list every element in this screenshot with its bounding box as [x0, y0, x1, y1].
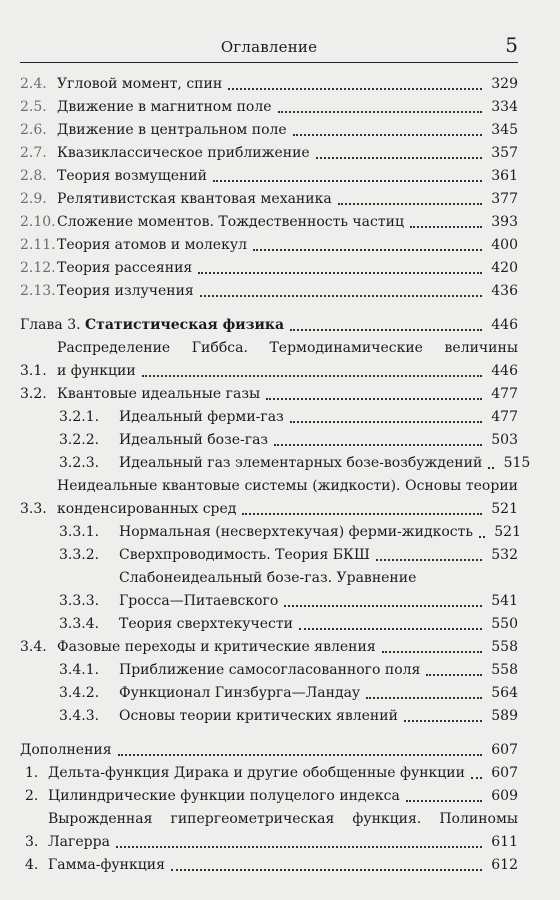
toc-entry-2-12[interactable]: [20, 257, 518, 280]
toc-entry-3-3-2[interactable]: [20, 544, 518, 567]
toc-title: Теория рассеяния: [57, 260, 193, 276]
dot-leader: [426, 674, 482, 676]
toc-title: Дельта-функция Дирака и другие обобщенные функции: [48, 765, 465, 781]
toc-number: 2.7.: [20, 145, 47, 161]
toc-page: 345: [491, 122, 518, 138]
toc-number: 3.: [25, 834, 39, 850]
dot-leader: [253, 249, 482, 251]
toc-page: 334: [491, 99, 518, 115]
toc-number: 3.4.1.: [59, 662, 100, 678]
toc-number: 3.4.3.: [59, 708, 100, 724]
dot-leader: [488, 467, 494, 469]
toc-number: 2.4.: [20, 76, 47, 92]
toc-number: 3.3.1.: [59, 524, 100, 540]
toc-chapter-3[interactable]: [20, 314, 518, 337]
table-of-contents: [20, 73, 531, 877]
dot-leader: [290, 421, 482, 423]
toc-entry-3-2-1[interactable]: [20, 406, 518, 429]
toc-title: Релятивистская квантовая механика: [57, 191, 332, 207]
toc-number: 3.2.: [20, 386, 47, 402]
toc-title: Приближение самосогласованного поля: [119, 662, 421, 678]
toc-title: и функции: [57, 363, 136, 379]
toc-title: Идеальный газ элементарных бозе-возбуждений: [119, 455, 483, 471]
toc-page: 564: [491, 685, 518, 701]
toc-page: 446: [491, 363, 518, 379]
chapter-title: Статистическая физика: [85, 317, 285, 333]
toc-entry-3-2[interactable]: [20, 383, 518, 406]
toc-title-line1: Слабонеидеальный бозе-газ. Уравнение: [119, 570, 417, 586]
dot-leader: [228, 88, 482, 90]
toc-page: 477: [491, 386, 518, 402]
dot-leader: [479, 536, 485, 538]
toc-title: [20, 314, 284, 337]
page-header: [20, 33, 518, 63]
toc-number: 3.2.3.: [59, 455, 100, 471]
toc-number: 3.4.2.: [59, 685, 100, 701]
dot-leader: [116, 846, 482, 848]
dot-leader: [142, 375, 482, 377]
toc-page: 446: [491, 317, 518, 333]
toc-entry-3-4-1[interactable]: [20, 659, 518, 682]
toc-page: 400: [491, 237, 518, 253]
toc-number: 3.3.2.: [59, 547, 100, 563]
toc-title: Нормальная (несверхтекучая) ферми-жидкость: [119, 524, 473, 540]
dot-leader: [293, 134, 482, 136]
dot-leader: [471, 777, 482, 779]
toc-title: Теория излучения: [57, 283, 194, 299]
toc-entry-3-3[interactable]: [20, 475, 518, 521]
toc-page: 521: [491, 501, 518, 517]
toc-entry-2-11[interactable]: [20, 234, 518, 257]
toc-page: 357: [491, 145, 518, 161]
toc-title: Теория сверхтекучести: [119, 616, 293, 632]
toc-number: 2.: [25, 788, 39, 804]
toc-number: 2.8.: [20, 168, 47, 184]
toc-number: 1.: [25, 765, 39, 781]
toc-title: Цилиндрические функции полуцелого индекса: [48, 788, 400, 804]
dot-leader: [410, 226, 482, 228]
toc-number: 2.11.: [20, 237, 56, 253]
toc-entry-2-9[interactable]: [20, 188, 518, 211]
toc-title: Гамма-функция: [48, 857, 165, 873]
toc-page: 607: [491, 765, 518, 781]
toc-entry-3-4-3[interactable]: [20, 705, 518, 728]
toc-number: 2.12.: [20, 260, 56, 276]
toc-page: 503: [491, 432, 518, 448]
dot-leader: [242, 513, 482, 515]
toc-number: 2.10.: [20, 214, 56, 230]
toc-title: конденсированных сред: [57, 501, 237, 517]
toc-entry-2-5[interactable]: [20, 96, 518, 119]
dot-leader: [198, 272, 482, 274]
toc-page: 558: [491, 662, 518, 678]
toc-title: Фазовые переходы и критические явления: [57, 639, 376, 655]
toc-page: 532: [491, 547, 518, 563]
toc-appendix-3[interactable]: [20, 808, 518, 854]
toc-appendices[interactable]: [20, 739, 518, 762]
toc-title: Угловой момент, спин: [57, 76, 223, 92]
toc-entry-2-6[interactable]: [20, 119, 518, 142]
toc-entry-3-1[interactable]: [20, 337, 518, 383]
toc-number: 3.4.: [20, 639, 47, 655]
dot-leader: [299, 628, 482, 630]
toc-number: 2.9.: [20, 191, 47, 207]
toc-page: 550: [491, 616, 518, 632]
dot-leader: [382, 651, 482, 653]
dot-leader: [376, 559, 482, 561]
dot-leader: [200, 295, 482, 297]
toc-title: Теория атомов и молекул: [57, 237, 247, 253]
toc-page: 558: [491, 639, 518, 655]
toc-title: Квазиклассическое приближение: [57, 145, 310, 161]
dot-leader: [118, 754, 482, 756]
toc-page: 393: [491, 214, 518, 230]
dot-leader: [171, 869, 482, 871]
toc-page: 611: [491, 834, 518, 850]
toc-title: Дополнения: [20, 742, 112, 758]
toc-title: Идеальный бозе-газ: [119, 432, 269, 448]
toc-page: 361: [491, 168, 518, 184]
toc-appendix-2[interactable]: [20, 785, 518, 808]
toc-title: Движение в центральном поле: [57, 122, 287, 138]
toc-entry-2-10[interactable]: [20, 211, 518, 234]
toc-page: 521: [494, 524, 521, 540]
toc-entry-3-4-2[interactable]: [20, 682, 518, 705]
toc-number: 3.3.3.: [59, 593, 100, 609]
dot-leader: [406, 800, 482, 802]
toc-entry-3-3-1[interactable]: [20, 521, 521, 544]
toc-page: 436: [491, 283, 518, 299]
toc-title: Движение в магнитном поле: [57, 99, 272, 115]
toc-entry-2-7[interactable]: [20, 142, 518, 165]
toc-number: 3.3.: [20, 501, 47, 517]
toc-title: Теория возмущений: [57, 168, 207, 184]
toc-title: Сверхпроводимость. Теория БКШ: [119, 547, 370, 563]
toc-entry-2-8[interactable]: [20, 165, 518, 188]
page-number: 5: [505, 33, 518, 57]
toc-page: 609: [491, 788, 518, 804]
toc-number: 3.2.1.: [59, 409, 100, 425]
toc-title: Основы теории критических явлений: [119, 708, 398, 724]
toc-title-line1: Неидеальные квантовые системы (жидкости). Основы теории: [57, 478, 518, 494]
toc-entry-2-4[interactable]: [20, 73, 518, 96]
dot-leader: [316, 157, 482, 159]
toc-page: 612: [491, 857, 518, 873]
running-head: Оглавление: [220, 38, 318, 56]
dot-leader: [266, 398, 482, 400]
toc-title: Лагерра: [48, 834, 110, 850]
dot-leader: [278, 111, 482, 113]
toc-page: 607: [491, 742, 518, 758]
toc-title: Функционал Гинзбурга—Ландау: [119, 685, 361, 701]
dot-leader: [284, 605, 482, 607]
toc-page: 515: [503, 455, 531, 471]
toc-title: Гросса—Питаевского: [119, 593, 279, 609]
chapter-prefix: Глава 3.: [20, 317, 81, 333]
toc-title-line1: Вырожденная гипергеометрическая функция. Полиномы: [48, 811, 518, 827]
toc-entry-3-2-2[interactable]: [20, 429, 518, 452]
toc-number: 3.2.2.: [59, 432, 100, 448]
dot-leader: [213, 180, 482, 182]
toc-number: 2.13.: [20, 283, 56, 299]
toc-page: 329: [491, 76, 518, 92]
toc-appendix-4[interactable]: [20, 854, 518, 877]
toc-entry-3-2-3[interactable]: [20, 452, 531, 475]
toc-number: 3.3.4.: [59, 616, 100, 632]
toc-entry-3-3-4[interactable]: [20, 613, 518, 636]
toc-title: Квантовые идеальные газы: [57, 386, 261, 402]
toc-appendix-1[interactable]: [20, 762, 518, 785]
toc-entry-2-13[interactable]: [20, 280, 518, 303]
toc-page: 377: [491, 191, 518, 207]
toc-entry-3-4[interactable]: [20, 636, 518, 659]
toc-page: 477: [491, 409, 518, 425]
dot-leader: [404, 720, 482, 722]
dot-leader: [274, 444, 482, 446]
toc-number: 3.1.: [20, 363, 47, 379]
toc-number: 2.5.: [20, 99, 47, 115]
toc-number: 4.: [25, 857, 39, 873]
toc-entry-3-3-3[interactable]: [20, 567, 518, 613]
dot-leader: [338, 203, 482, 205]
toc-number: 2.6.: [20, 122, 47, 138]
toc-page: 589: [491, 708, 518, 724]
dot-leader: [290, 329, 482, 331]
toc-page: 420: [491, 260, 518, 276]
toc-page: 541: [491, 593, 518, 609]
toc-title: Идеальный ферми-газ: [119, 409, 284, 425]
dot-leader: [366, 697, 482, 699]
toc-title: Сложение моментов. Тождественность частиц: [57, 214, 404, 230]
toc-title-line1: Распределение Гиббса. Термодинамические величины: [57, 340, 518, 356]
